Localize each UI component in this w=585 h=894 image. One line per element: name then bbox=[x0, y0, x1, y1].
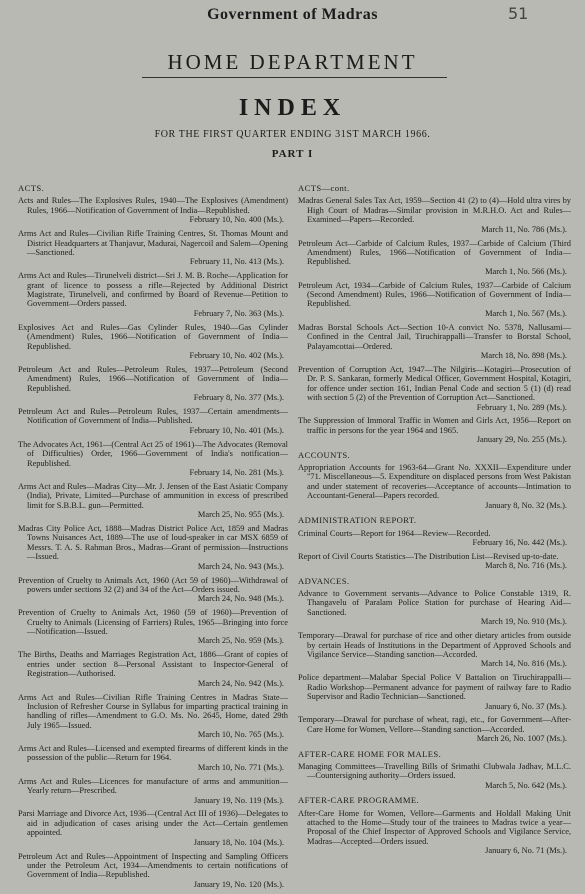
entry-reference: February 10, No. 401 (Ms.). bbox=[189, 425, 284, 435]
index-entry bbox=[298, 196, 571, 234]
section-heading: ACCOUNTS. bbox=[298, 449, 351, 460]
entry-text: Madras General Sales Tax Act, 1959—Section 41 (2) to (4)—Hold ultra vires by High Court of Madras—Similar provision in M.R.H.O. Act and Rules—Examined—Papers—Recorded. bbox=[298, 196, 571, 225]
entry-reference: January 6, No. 37 (Ms.). bbox=[485, 701, 567, 711]
entry-reference: February 1, No. 289 (Ms.). bbox=[476, 402, 567, 412]
entry-text: Arms Act and Rules—Licensed and exempted firearms of different kinds in the possession of the public—Return for 1964. bbox=[18, 744, 288, 763]
index-entry bbox=[298, 281, 571, 319]
index-entry bbox=[298, 762, 571, 790]
entry-reference: January 18, No. 104 (Ms.). bbox=[193, 837, 284, 847]
department-title: HOME DEPARTMENT bbox=[167, 50, 418, 74]
index-entry bbox=[298, 529, 571, 548]
entry-text: Explosives Act and Rules—Gas Cylinder Rules, 1940—Gas Cylinder (Amendment) Rules, 1966—Notification of Government of India—Republished. bbox=[18, 322, 288, 351]
entry-reference: February 10, No. 402 (Ms.). bbox=[189, 351, 284, 360]
entry-reference: February 11, No. 413 (Ms.). bbox=[189, 257, 284, 267]
entry-reference: March 19, No. 910 (Ms.). bbox=[480, 617, 567, 627]
entry-text: Petroleum Act and Rules—Petroleum Rules, 1937—Certain amendments—Notification of Government of India—Published. bbox=[18, 407, 288, 426]
entry-text: Appropriation Accounts for 1963-64—Grant No. XXXII—Expenditure under "71. Miscellaneous—5. Expenditure on displaced persons from West Pakistan and under statement of recoveries—Acceptance of accounts—Intimation to Accountant-General—Papers recorded. bbox=[298, 463, 571, 501]
entry-text: Temporary—Drawal for purchase of rice and other dietary articles from outside by certain Heads of Institutions in the Department of Approved Schools and Vigilance Service—Standing sanction—Accorded. bbox=[298, 631, 571, 659]
index-entry bbox=[298, 809, 571, 856]
entry-reference: January 29, No. 255 (Ms.). bbox=[476, 435, 567, 445]
index-entry bbox=[18, 440, 288, 478]
government-heading: Government of Madras bbox=[207, 6, 378, 23]
entry-reference: February 7, No. 363 (Ms.). bbox=[193, 308, 284, 318]
entry-text: The Births, Deaths and Marriages Registration Act, 1886—Grant of copies of entries under section 8—Personal Assistant to Inspector-General of Registration—Authorised. bbox=[18, 650, 288, 679]
entry-text: Arms Act and Rules—Tirunelveli district—Sri J. M. B. Roche—Application for grant of licence to possess a rifle—Rejected by Additional District Magistrate, Tirunelveli, and confirmed by Board of Revenue—Petition to Government—Orders passed. bbox=[18, 271, 288, 309]
index-entry bbox=[18, 693, 288, 740]
section-heading: ACTS. bbox=[18, 183, 45, 193]
index-entry bbox=[18, 809, 288, 847]
left-column bbox=[18, 182, 288, 894]
entry-reference: March 24, No. 942 (Ms.). bbox=[197, 678, 284, 688]
index-entry bbox=[18, 407, 288, 435]
entry-text: Arms Act and Rules—Civilian Rifle Training Centres, St. Thomas Mount and District Headquarters at Thanjavur, Madurai, Nagercoil and Salem—Opening—Sanctioned. bbox=[18, 229, 288, 257]
entry-reference: March 5, No. 642 (Ms.). bbox=[485, 780, 567, 790]
quarter-subtitle: FOR THE FIRST QUARTER ENDING 31ST MARCH 1966. bbox=[154, 129, 431, 140]
entry-reference: March 24, No. 943 (Ms.). bbox=[197, 561, 284, 571]
entry-reference: February 14, No. 281 (Ms.). bbox=[189, 467, 284, 477]
entry-text: Advance to Government servants—Advance to Police Constable 1319, R. Thangavelu of Paralam Police Station for purchase of Hearing Aid—Sanctioned. bbox=[298, 589, 571, 617]
entry-text: Criminal Courts—Report for 1964—Review—Recorded. bbox=[298, 528, 491, 538]
section-heading: AFTER-CARE PROGRAMME. bbox=[298, 795, 420, 806]
entry-reference: March 10, No. 771 (Ms.). bbox=[197, 762, 284, 772]
entry-text: Petroleum Act and Rules—Appointment of Inspecting and Sampling Officers under the Petroleum Act, 1934—Amendments to certain notifications of Government of India—Republished. bbox=[18, 851, 288, 880]
index-entry bbox=[18, 744, 288, 772]
index-entry bbox=[18, 576, 288, 604]
page-number: 51 bbox=[508, 4, 529, 23]
entry-text: Acts and Rules—The Explosives Rules, 1940—The Explosives (Amendment) Rules, 1966—Notification of Government of India—Republished. bbox=[18, 196, 288, 215]
index-entry bbox=[298, 715, 571, 743]
entry-text: After-Care Home for Women, Vellore—Garments and Holdall Making Unit attached to the Home—Study tour of the trainees to Madras twice a year—Proposal of the Chief Inspector of Approved Schools and Vigilance Service, Madras—Accepted—Orders issued. bbox=[298, 808, 571, 846]
entry-reference: March 1, No. 566 (Ms.). bbox=[485, 266, 567, 276]
entry-text: Prevention of Corruption Act, 1947—The Nilgiris—Kotagiri—Prosecution of Dr. P. S. Sankaran, formerly Medical Officer, Government Hospital, Kotagiri, for offence under section 161, Indian Penal Code and section 5 (1) (d) read with section 5 (2) of the Prevention of Corruption Act—Sanctioned. bbox=[298, 364, 571, 403]
section-heading: ADMINISTRATION REPORT. bbox=[298, 515, 417, 526]
index-entry bbox=[18, 271, 288, 318]
index-entry bbox=[298, 631, 571, 669]
index-entry bbox=[18, 323, 288, 361]
entry-reference: February 10, No. 400 (Ms.). bbox=[189, 215, 284, 225]
index-entry bbox=[298, 589, 571, 627]
entry-text: Police department—Malabar Special Police V Battalion on Tiruchirappalli—Radio Workshop—Permanent advance for payment of railway fare to Radio Supervisor and Radio Technician—Sanctioned. bbox=[298, 673, 571, 702]
entry-text: Prevention of Cruelty to Animals Act, 1960 (59 of 1960)—Prevention of Cruelty to Animals (Licensing of Farriers) Rules, 1965—Bringing into force—Notification—Issued. bbox=[18, 608, 288, 637]
entry-text: Madras City Police Act, 1888—Madras District Police Act, 1859 and Madras Towns Nuisances Act, 1889—The use of loud-speaker in car MSX 6859 of Messrs. T. A. S. Rahman Bros., Madras—Grant of permission—Instructions—Issued. bbox=[18, 524, 288, 562]
entry-reference: February 8, No. 377 (Ms.). bbox=[193, 393, 284, 403]
entry-reference: March 10, No. 765 (Ms.). bbox=[197, 730, 284, 740]
entry-reference: March 18, No. 898 (Ms.). bbox=[480, 351, 567, 360]
entry-text: Temporary—Drawal for purchase of wheat, ragi, etc., for Government—After-Care Home for Women, Vellore—Standing sanction—Accorded. bbox=[298, 715, 571, 734]
entry-text: The Advocates Act, 1961—(Central Act 25 of 1961)—The Advocates (Removal of Difficulties) Order, 1966—Government of India's notification—Republished. bbox=[18, 439, 288, 468]
index-entry bbox=[18, 608, 288, 646]
entry-text: Petroleum Act, 1934—Carbide of Calcium Rules, 1937—Carbide of Calcium (Second Amendment) Rules, 1966—Notification of Government of India—Republished. bbox=[298, 280, 571, 309]
entry-text: Managing Committees—Travelling Bills of Srimathi Clubwala Jadhav, M.L.C.—Countersigning authority—Orders issued. bbox=[298, 762, 571, 781]
index-entry bbox=[298, 416, 571, 444]
entry-reference: January 8, No. 32 (Ms.). bbox=[485, 500, 567, 510]
entry-text: Arms Act and Rules—Licences for manufacture of arms and ammunition—Yearly return—Prescribed. bbox=[18, 776, 288, 796]
entry-reference: January 19, No. 120 (Ms.). bbox=[193, 879, 284, 889]
index-title: INDEX bbox=[238, 95, 347, 121]
section-heading: ADVANCES. bbox=[298, 575, 350, 586]
section-heading: AFTER-CARE HOME FOR MALES. bbox=[298, 748, 442, 759]
index-entry bbox=[18, 524, 288, 571]
entry-reference: March 26, No. 1007 (Ms.). bbox=[476, 734, 567, 744]
index-entry bbox=[298, 239, 571, 277]
entry-text: The Suppression of Immoral Traffic in Women and Girls Act, 1956—Report on traffic in persons for the year 1964 and 1965. bbox=[298, 416, 571, 435]
index-entry bbox=[298, 673, 571, 711]
index-entry bbox=[298, 463, 571, 510]
entry-reference: March 11, No. 786 (Ms.). bbox=[481, 224, 567, 234]
entry-reference: March 14, No. 816 (Ms.). bbox=[480, 659, 567, 669]
entry-reference: January 6, No. 71 (Ms.). bbox=[485, 846, 567, 856]
index-entry bbox=[18, 650, 288, 688]
index-entry bbox=[18, 196, 288, 224]
entry-reference: March 25, No. 959 (Ms.). bbox=[197, 636, 284, 646]
entry-reference: March 1, No. 567 (Ms.). bbox=[485, 308, 567, 318]
entry-text: Petroleum Act—Carbide of Calcium Rules, 1937—Carbide of Calcium (Third Amendment) Rules, 1966—Notification of Government of India—Republished. bbox=[298, 238, 571, 267]
entry-text: Arms Act and Rules—Madras City—Mr. J. Jensen of the East Asiatic Company (India), Private, Limited—Purchase of ammunition in excess of prescribed limit for S.B.B.L. gun—Permitted. bbox=[18, 481, 288, 510]
entry-text: Report of Civil Courts Statistics—The Distribution List—Revised up-to-date. bbox=[298, 551, 559, 561]
part-label: PART I bbox=[271, 148, 314, 160]
index-entry bbox=[18, 365, 288, 403]
entry-text: Parsi Marriage and Divorce Act, 1936—(Central Act III of 1936)—Delegates to aid in adjudication of cases arising under the Act—Certain gentlemen appointed. bbox=[18, 809, 288, 838]
section-heading: ACTS—cont. bbox=[298, 183, 350, 193]
entry-reference: March 8, No. 716 (Ms.). bbox=[485, 561, 567, 571]
index-entry bbox=[298, 552, 571, 571]
entry-text: Arms Act and Rules—Civilian Rifle Training Centres in Madras State—Inclusion of Refresher Course in Syllabus for imparting practical training in handling of rifles—Amendment to G.O. Ms. No. 2645, Home, dated 29th July 1965—Issued. bbox=[18, 692, 288, 730]
index-entry bbox=[298, 323, 571, 361]
entry-text: Madras Borstal Schools Act—Section 10-A convict No. 5378, Nallusami—Confined in the Central Jail, Tiruchirappalli—Transfer to Borstal School, Palayamcottai—Ordered. bbox=[298, 322, 571, 351]
entry-reference: February 16, No. 442 (Ms.). bbox=[472, 537, 567, 547]
index-entry bbox=[18, 229, 288, 267]
entry-reference: March 25, No. 955 (Ms.). bbox=[197, 510, 284, 520]
index-entry bbox=[18, 777, 288, 805]
entry-reference: March 24, No. 948 (Ms.). bbox=[197, 594, 284, 604]
title-rule bbox=[142, 77, 447, 78]
index-entry bbox=[18, 482, 288, 520]
entry-text: Prevention of Cruelty to Animals Act, 1960 (Act 59 of 1960)—Withdrawal of powers under sections 32 (2) and 34 of the Act—Orders issued. bbox=[18, 575, 288, 594]
entry-text: Petroleum Act and Rules—Petroleum Rules, 1937—Petroleum (Second Amendment) Rules, 1966—Notification of Government of India—Republished. bbox=[18, 364, 288, 393]
index-entry bbox=[18, 852, 288, 890]
entry-reference: January 19, No. 119 (Ms.). bbox=[194, 795, 284, 805]
index-entry bbox=[298, 365, 571, 412]
right-column bbox=[298, 182, 571, 860]
